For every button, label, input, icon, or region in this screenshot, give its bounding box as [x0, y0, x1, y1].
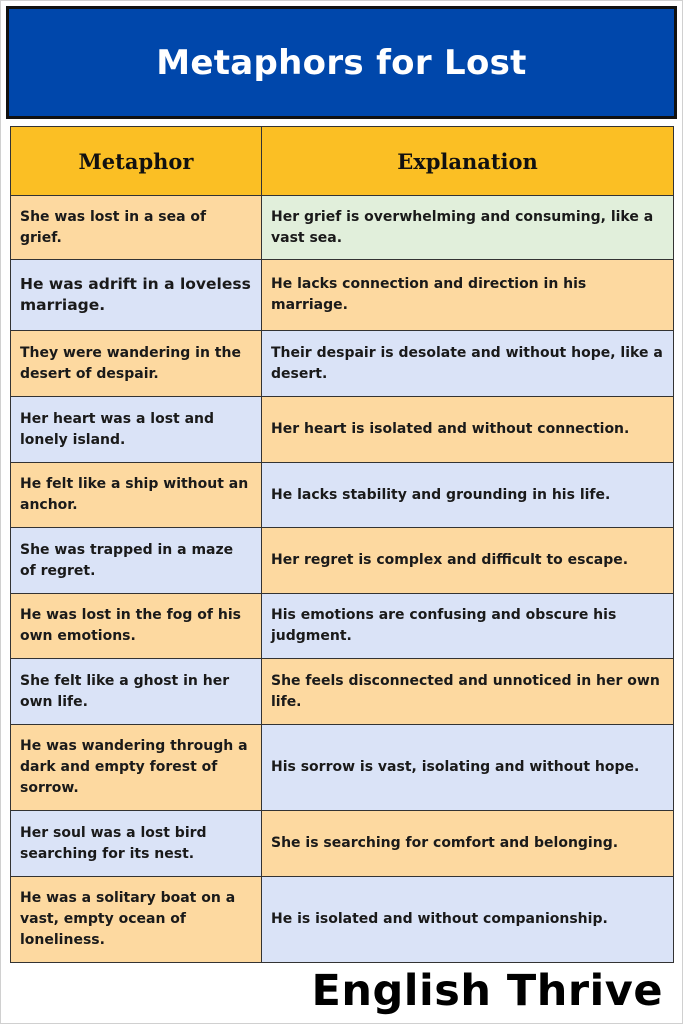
table-row: [11, 877, 674, 963]
table-row: [11, 260, 674, 331]
table-row: [11, 528, 674, 594]
page-title: Metaphors for Lost: [156, 42, 527, 83]
table-row: [11, 725, 674, 811]
metaphor-cell: He was a solitary boat on a vast, empty ocean of loneliness.: [11, 877, 262, 963]
brand-logo-text: English Thrive: [311, 966, 663, 1016]
table-row: [11, 659, 674, 725]
metaphor-table: [10, 126, 674, 963]
table-row: [11, 331, 674, 397]
explanation-cell: Her grief is overwhelming and consuming, like a vast sea.: [262, 196, 674, 260]
metaphor-cell: He was lost in the fog of his own emotions.: [11, 594, 262, 659]
explanation-cell: Her heart is isolated and without connection.: [262, 397, 674, 463]
table-row: [11, 811, 674, 877]
table-row: [11, 196, 674, 260]
table-row: [11, 463, 674, 528]
explanation-cell: She feels disconnected and unnoticed in her own life.: [262, 659, 674, 725]
explanation-cell: He is isolated and without companionship.: [262, 877, 674, 963]
explanation-cell: He lacks connection and direction in his marriage.: [262, 260, 674, 331]
explanation-cell: He lacks stability and grounding in his life.: [262, 463, 674, 528]
metaphor-cell: Her soul was a lost bird searching for its nest.: [11, 811, 262, 877]
metaphor-cell: She felt like a ghost in her own life.: [11, 659, 262, 725]
table-row: [11, 397, 674, 463]
explanation-cell: His sorrow is vast, isolating and without hope.: [262, 725, 674, 811]
header-explanation: Explanation: [262, 127, 674, 196]
metaphor-cell: He was adrift in a loveless marriage.: [11, 260, 262, 331]
metaphor-cell: Her heart was a lost and lonely island.: [11, 397, 262, 463]
table-header-row: [11, 127, 674, 196]
explanation-cell: His emotions are confusing and obscure his judgment.: [262, 594, 674, 659]
explanation-cell: She is searching for comfort and belonging.: [262, 811, 674, 877]
metaphor-cell: He felt like a ship without an anchor.: [11, 463, 262, 528]
explanation-cell: Her regret is complex and difficult to escape.: [262, 528, 674, 594]
metaphor-cell: He was wandering through a dark and empty forest of sorrow.: [11, 725, 262, 811]
metaphor-cell: She was trapped in a maze of regret.: [11, 528, 262, 594]
title-banner: [6, 6, 677, 119]
header-metaphor: Metaphor: [11, 127, 262, 196]
table-row: [11, 594, 674, 659]
metaphor-cell: They were wandering in the desert of despair.: [11, 331, 262, 397]
metaphor-cell: She was lost in a sea of grief.: [11, 196, 262, 260]
explanation-cell: Their despair is desolate and without hope, like a desert.: [262, 331, 674, 397]
